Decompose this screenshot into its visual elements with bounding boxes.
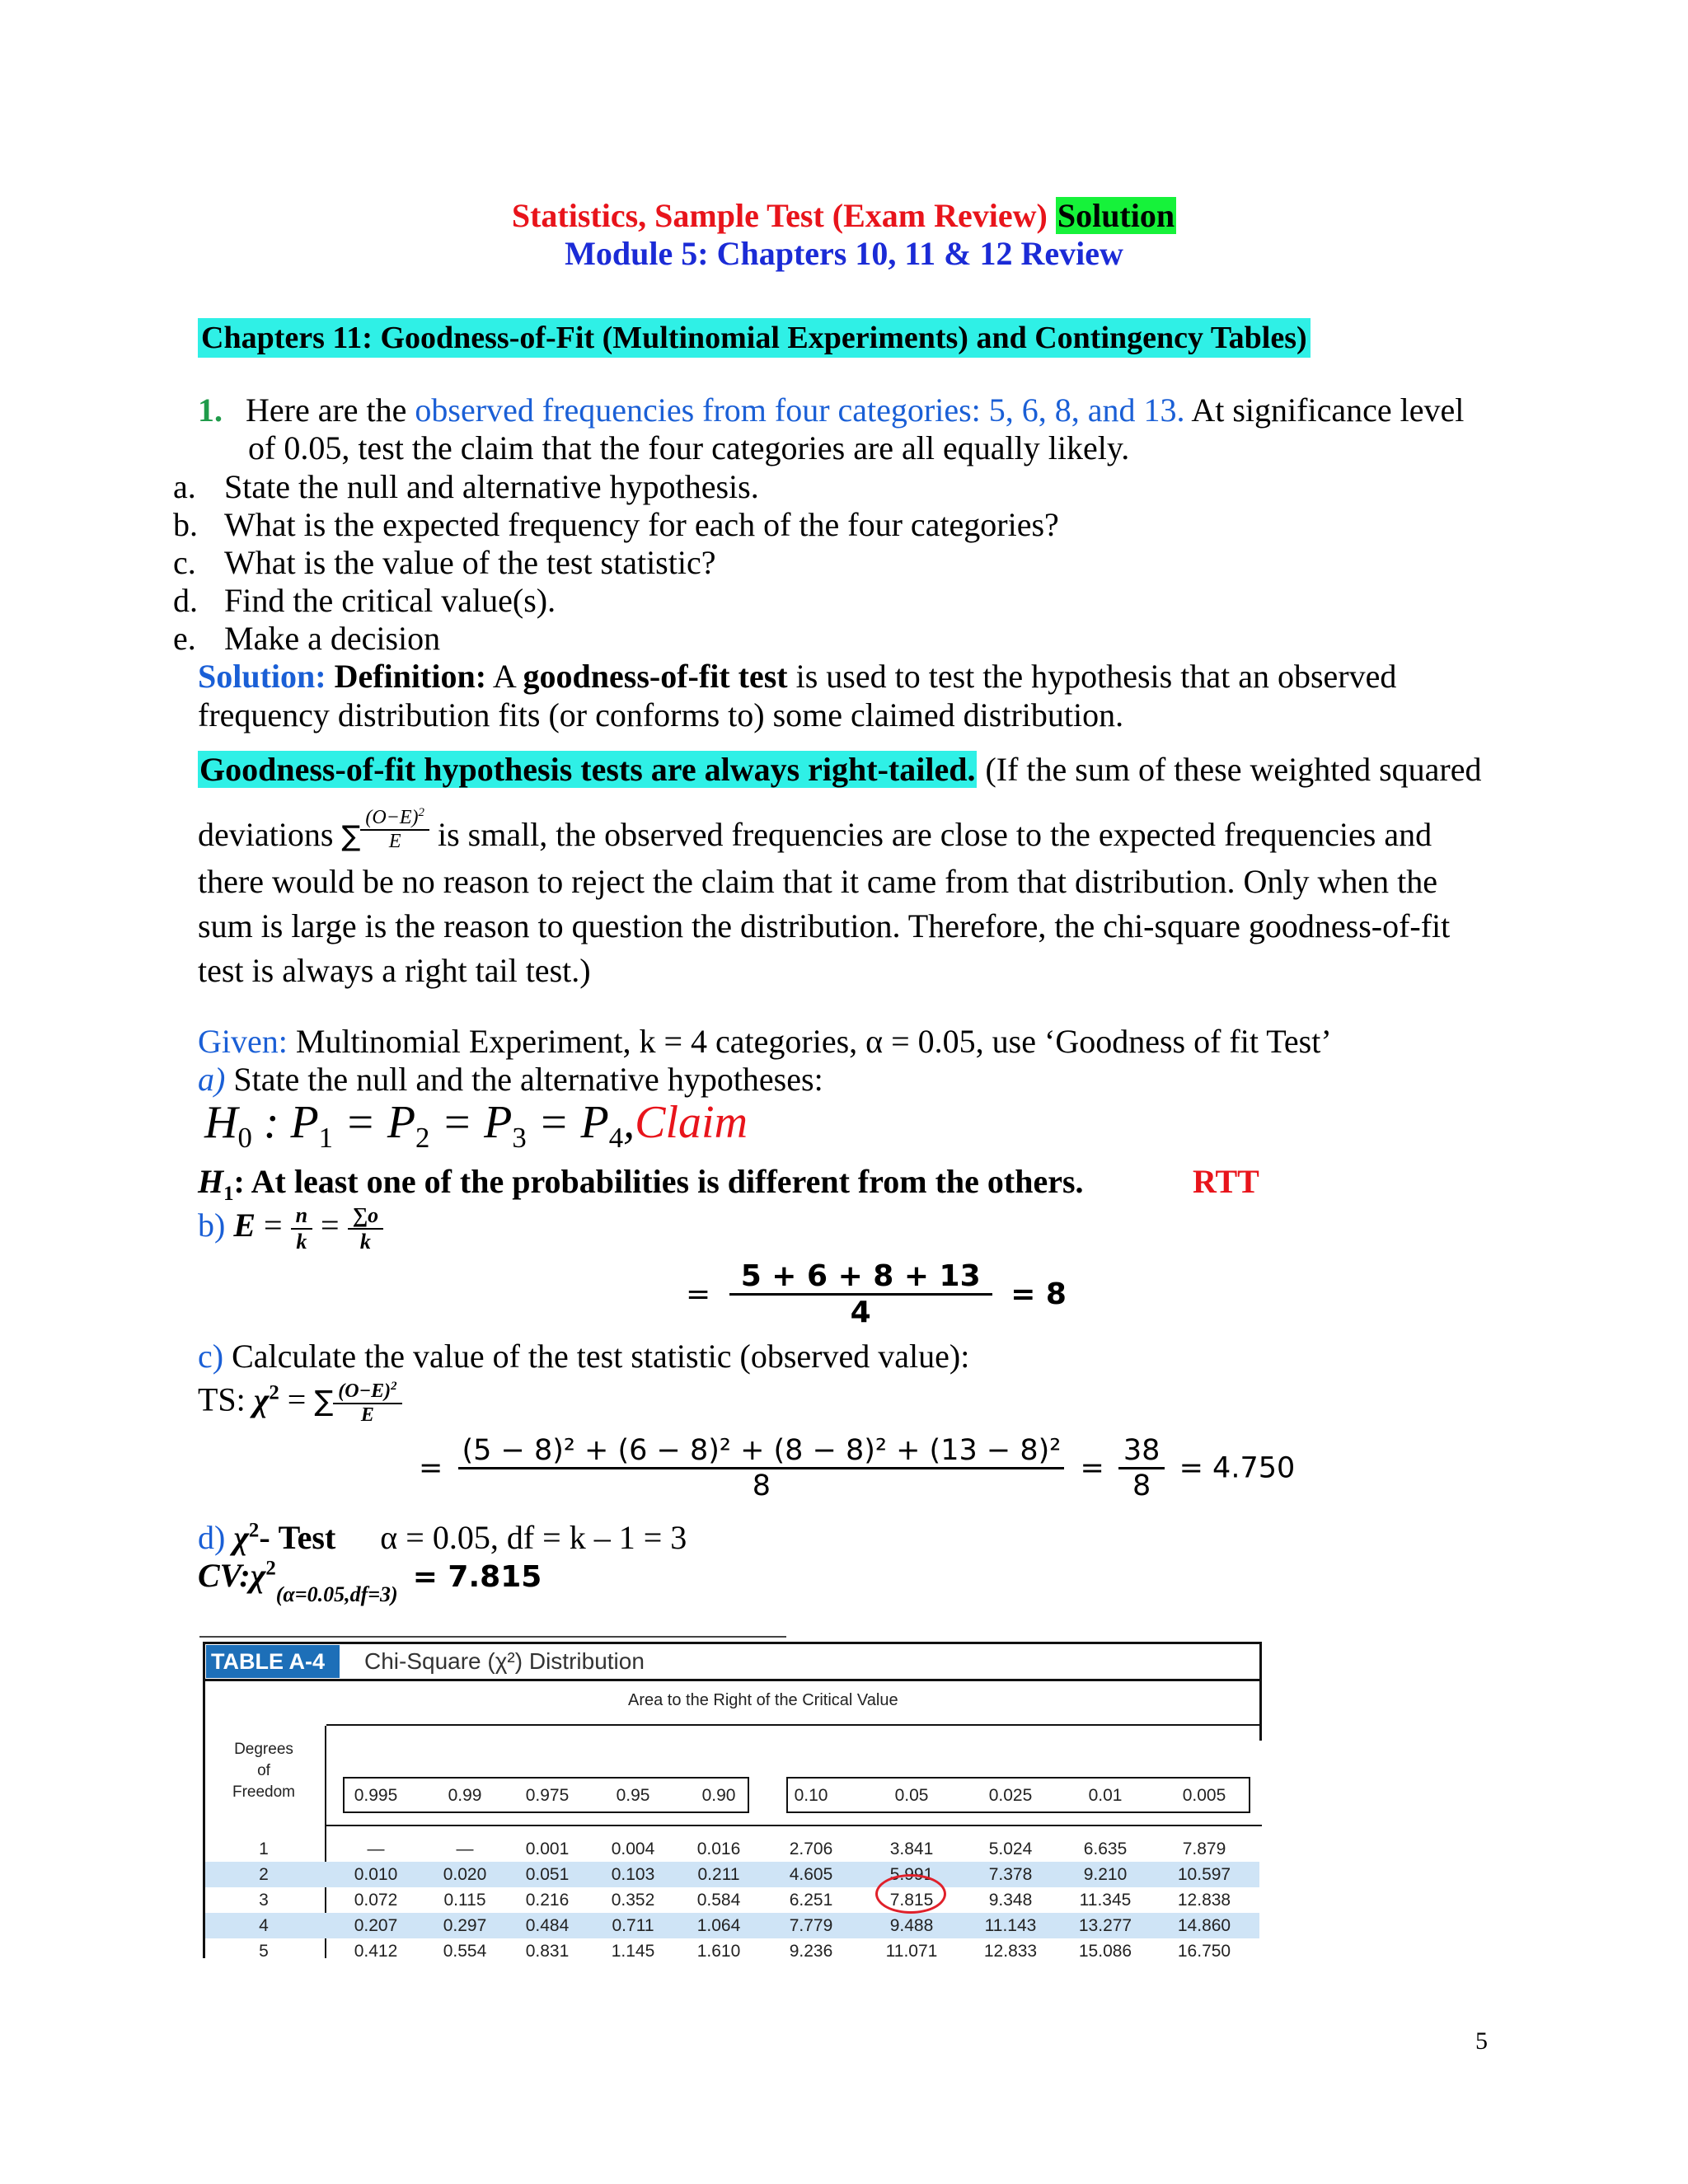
part-label: e. xyxy=(173,620,196,657)
right-tailed-line xyxy=(198,750,1481,789)
table-cell: 15.086 xyxy=(1078,1942,1132,1961)
list-item xyxy=(173,619,441,658)
column-header: 0.99 xyxy=(448,1786,482,1805)
ts-numerator: (5 − 8)² + (6 − 8)² + (8 − 8)² + (13 − 8)² xyxy=(458,1434,1064,1469)
page-number: 5 xyxy=(1475,2027,1488,2055)
table-cell: 0.103 xyxy=(611,1865,655,1884)
solution-badge: Solution xyxy=(1057,197,1175,234)
given-line xyxy=(198,1022,1332,1061)
para-line-3: there would be no reason to reject the claim that it came from that distribution. Only when the xyxy=(198,863,1438,900)
null-hypothesis xyxy=(204,1096,748,1155)
given-label: Given: xyxy=(198,1023,288,1060)
table-cell: 12.833 xyxy=(983,1942,1038,1961)
area-underline xyxy=(326,1724,1262,1726)
table-cell: 16.750 xyxy=(1177,1942,1231,1961)
part-text: Make a decision xyxy=(224,620,441,657)
ts-fraction xyxy=(458,1434,1064,1502)
alternative-hypothesis xyxy=(198,1162,1084,1206)
table-cell: 0.115 xyxy=(443,1891,486,1910)
column-header: 0.975 xyxy=(525,1786,570,1805)
test-params: α = 0.05, df = k – 1 = 3 xyxy=(380,1519,687,1556)
sum-o-over-k: $\frac{\sum o}{k}$ xyxy=(348,1203,384,1254)
para-line-2 xyxy=(198,806,1432,854)
part-text: What is the expected frequency for each of the four categories? xyxy=(224,506,1059,543)
solution-label: Solution: xyxy=(198,658,326,695)
table-cell: 12.838 xyxy=(1177,1891,1231,1910)
table-cell: 7.879 xyxy=(1182,1840,1226,1858)
title-text: Statistics, Sample Test (Exam Review) xyxy=(511,197,1048,234)
list-item xyxy=(173,543,716,582)
definition-rest: is used to test the hypothesis that an observed xyxy=(795,658,1397,695)
part-label: d. xyxy=(173,582,198,619)
ts-num2: 38 xyxy=(1118,1434,1165,1469)
part-label: b. xyxy=(173,506,198,543)
table-cell: 0.004 xyxy=(611,1840,655,1858)
part-c-text: Calculate the value of the test statistic (observed value): xyxy=(232,1338,970,1375)
table-cell: 6.251 xyxy=(789,1891,833,1910)
chi-fraction: $\frac{(O-E)^2}{E}$ xyxy=(333,1380,401,1427)
part-b-label: b) xyxy=(198,1207,226,1244)
table-cell: 3.841 xyxy=(889,1840,934,1858)
h1-symbol: $H_1$ xyxy=(198,1163,234,1205)
part-c-label: c) xyxy=(198,1338,224,1375)
table-cell: 0.001 xyxy=(525,1840,570,1858)
cv-subscript: (α=0.05,df=3) xyxy=(275,1582,398,1606)
rtt-label: RTT xyxy=(1193,1163,1259,1200)
dof-cell: 2 xyxy=(259,1865,269,1884)
dof-label-3: Freedom xyxy=(232,1783,296,1801)
part-a-label: a) xyxy=(198,1061,226,1098)
divider xyxy=(199,1636,786,1638)
page-subtitle: Module 5: Chapters 10, 11 & 12 Review xyxy=(565,235,1123,272)
part-b-calculation: = $\frac{5 + 6 + 8 + 13}{4}$ = 8 xyxy=(686,1259,1067,1329)
h1-text: : At least one of the probabilities is different from the others. xyxy=(233,1163,1084,1200)
dof-cell: 4 xyxy=(259,1916,269,1935)
dof-label-1: Degrees xyxy=(234,1741,293,1758)
table-cell: 11.345 xyxy=(1079,1891,1132,1910)
table-title-bar xyxy=(203,1642,1262,1681)
part-label: c. xyxy=(173,544,196,581)
part-text: State the null and alternative hypothesis. xyxy=(224,468,759,505)
table-cell: 7.378 xyxy=(988,1865,1033,1884)
observed-frequencies-text: observed frequencies from four categories: 5, 6, 8, and 13. xyxy=(415,391,1185,429)
definition-article: A xyxy=(492,658,515,695)
table-cell: 0.412 xyxy=(354,1942,398,1961)
part-c-line xyxy=(198,1337,969,1376)
chi-square-symbol: $\chi^2$ xyxy=(253,1380,279,1418)
table-cell: 13.277 xyxy=(1078,1916,1132,1935)
column-header: 0.95 xyxy=(616,1786,650,1805)
ts-simplified-fraction xyxy=(1118,1434,1165,1502)
table-cell: 5.991 xyxy=(889,1865,934,1884)
ts-result: = 4.750 xyxy=(1179,1451,1296,1485)
expected-symbol: E xyxy=(233,1207,256,1244)
part-label: a. xyxy=(173,468,196,505)
table-cell: 9.236 xyxy=(789,1942,833,1961)
para-line-5: test is always a right tail test.) xyxy=(198,952,591,989)
part-a-line xyxy=(198,1060,823,1099)
definition-term: goodness-of-fit test xyxy=(523,658,788,695)
table-cell: 0.554 xyxy=(443,1942,487,1961)
cv-value: = 7.815 xyxy=(412,1560,542,1594)
table-cell: 2.706 xyxy=(789,1840,833,1858)
table-cell: 11.071 xyxy=(885,1942,938,1961)
expected-numerator: 5 + 6 + 8 + 13 xyxy=(729,1259,992,1296)
column-header: 0.01 xyxy=(1088,1786,1123,1805)
table-right-border xyxy=(1259,1681,1262,1741)
table-cell: 0.051 xyxy=(525,1865,570,1884)
ts-label: TS: xyxy=(198,1380,246,1418)
test-statistic-formula: TS: $\chi^2$ = ∑ $\frac{(O-E)^2}{E}$ xyxy=(198,1380,402,1427)
cv-label: CV: xyxy=(198,1557,251,1594)
chi-square-symbol: $\chi^2$ xyxy=(233,1519,260,1556)
part-b-formula: b) E = $\frac{n}{k}$ = $\frac{\sum o}{k}$ xyxy=(198,1203,383,1254)
table-cell: — xyxy=(456,1840,474,1858)
table-cell: 11.143 xyxy=(984,1916,1037,1935)
claim-label: Claim xyxy=(635,1097,748,1148)
table-cell: 4.605 xyxy=(789,1865,833,1884)
dof-cell: 3 xyxy=(259,1891,269,1910)
table-cell: 0.211 xyxy=(697,1865,740,1884)
dof-label-2: of xyxy=(257,1762,270,1779)
table-title: Chi-Square (χ²) Distribution xyxy=(364,1648,645,1674)
deviations-word: deviations xyxy=(198,816,334,853)
question-line-1 xyxy=(198,391,1464,429)
para-line-1: (If the sum of these weighted squared xyxy=(985,751,1482,788)
question-intro: Here are the xyxy=(246,391,407,429)
question-number: 1. xyxy=(198,391,223,429)
critical-value-line xyxy=(198,1556,542,1606)
table-cell: 0.072 xyxy=(354,1891,398,1910)
column-header: 0.90 xyxy=(701,1786,736,1805)
table-cell: 0.207 xyxy=(354,1916,398,1935)
test-label: - Test xyxy=(259,1519,336,1556)
part-text: Find the critical value(s). xyxy=(224,582,556,619)
test-statistic-calculation: = $\frac{\text{(5 − 8)² + (6 − 8)² + (8 − 8)² + (13 − 8)²}}{8}$ = $\frac{38}{8}$ = 4.750 xyxy=(419,1434,1296,1502)
part-text: What is the value of the test statistic? xyxy=(224,544,716,581)
n-over-k: $\frac{n}{k}$ xyxy=(291,1203,312,1254)
table-cell: 5.024 xyxy=(988,1840,1033,1858)
table-tag: TABLE A-4 xyxy=(211,1649,325,1674)
table-cell: 0.010 xyxy=(354,1865,398,1884)
ts-denominator: 8 xyxy=(752,1469,771,1502)
table-cell: 0.352 xyxy=(611,1891,655,1910)
h0-equation: $H_0$ : $P_1 = P_2 = P_3 = P_4$, xyxy=(204,1097,635,1155)
solution-definition xyxy=(198,657,1396,696)
table-cell: 0.711 xyxy=(612,1916,654,1935)
column-header: 0.10 xyxy=(794,1786,828,1805)
right-tailed-highlight: Goodness-of-fit hypothesis tests are always right-tailed. xyxy=(199,751,976,788)
part-d-line xyxy=(198,1518,687,1557)
question-line-2: of 0.05, test the claim that the four categories are all equally likely. xyxy=(248,429,1130,466)
table-cell: 9.348 xyxy=(988,1891,1033,1910)
header-underline xyxy=(326,1825,1262,1826)
ts-den2: 8 xyxy=(1132,1469,1151,1502)
sigma-symbol: ∑ xyxy=(341,820,361,853)
table-cell: 6.635 xyxy=(1083,1840,1128,1858)
table-cell: 0.484 xyxy=(525,1916,570,1935)
solution-definition-line-2: frequency distribution fits (or conforms to) some claimed distribution. xyxy=(198,696,1124,733)
dof-cell: 5 xyxy=(259,1942,269,1961)
question-intro-rest: At significance level xyxy=(1191,391,1465,429)
part-d-label: d) xyxy=(198,1519,226,1556)
chi-square-table xyxy=(203,1642,1262,1961)
table-cell: 0.020 xyxy=(443,1865,487,1884)
sigma-symbol: ∑ xyxy=(314,1385,334,1418)
table-cell: 10.597 xyxy=(1177,1865,1231,1884)
table-cell: 0.831 xyxy=(525,1942,570,1961)
given-text: Multinomial Experiment, k = 4 categories, α = 0.05, use ‘Goodness of fit Test’ xyxy=(295,1023,1332,1060)
definition-label: Definition: xyxy=(334,658,487,695)
para-line-2-rest: is small, the observed frequencies are close to the expected frequencies and xyxy=(437,816,1432,853)
table-cell: 0.584 xyxy=(696,1891,741,1910)
list-item xyxy=(173,467,759,506)
table-cell: 9.488 xyxy=(889,1916,934,1935)
column-header: 0.995 xyxy=(354,1786,398,1805)
table-cell: 0.297 xyxy=(443,1916,487,1935)
table-cell: 0.216 xyxy=(525,1891,570,1910)
critical-value-circle xyxy=(875,1874,946,1914)
chi-square-symbol: $\chi^2$ xyxy=(250,1557,276,1594)
table-cell: 0.016 xyxy=(696,1840,741,1858)
column-header: 0.005 xyxy=(1182,1786,1226,1805)
column-header: 0.025 xyxy=(988,1786,1033,1805)
weighted-deviation-fraction: $\frac{(O-E)^2}{E}$ xyxy=(360,806,429,853)
table-cell: 9.210 xyxy=(1083,1865,1128,1884)
list-item xyxy=(173,581,556,620)
area-label: Area to the Right of the Critical Value xyxy=(628,1691,898,1709)
table-cell: 1.064 xyxy=(696,1916,741,1935)
section-heading: Chapters 11: Goodness-of-Fit (Multinomial Experiments) and Contingency Tables) xyxy=(198,318,1311,358)
part-a-text: State the null and the alternative hypotheses: xyxy=(233,1061,823,1098)
dof-cell: 1 xyxy=(259,1840,269,1858)
list-item xyxy=(173,505,1059,544)
expected-result: = 8 xyxy=(1010,1277,1067,1311)
expected-denominator: 4 xyxy=(850,1296,871,1329)
expected-fraction xyxy=(729,1259,992,1329)
column-header: 0.05 xyxy=(894,1786,929,1805)
table-cell: — xyxy=(367,1840,385,1858)
table-cell: 7.815 xyxy=(889,1891,934,1910)
table-cell: 1.610 xyxy=(696,1942,741,1961)
page-title xyxy=(0,196,1688,235)
para-line-4: sum is large is the reason to question the distribution. Therefore, the chi-square goodness-of-fit xyxy=(198,907,1451,944)
dof-header xyxy=(203,1739,325,1803)
table-cell: 1.145 xyxy=(611,1942,655,1961)
table-cell: 7.779 xyxy=(789,1916,833,1935)
table-cell: 14.860 xyxy=(1177,1916,1231,1935)
